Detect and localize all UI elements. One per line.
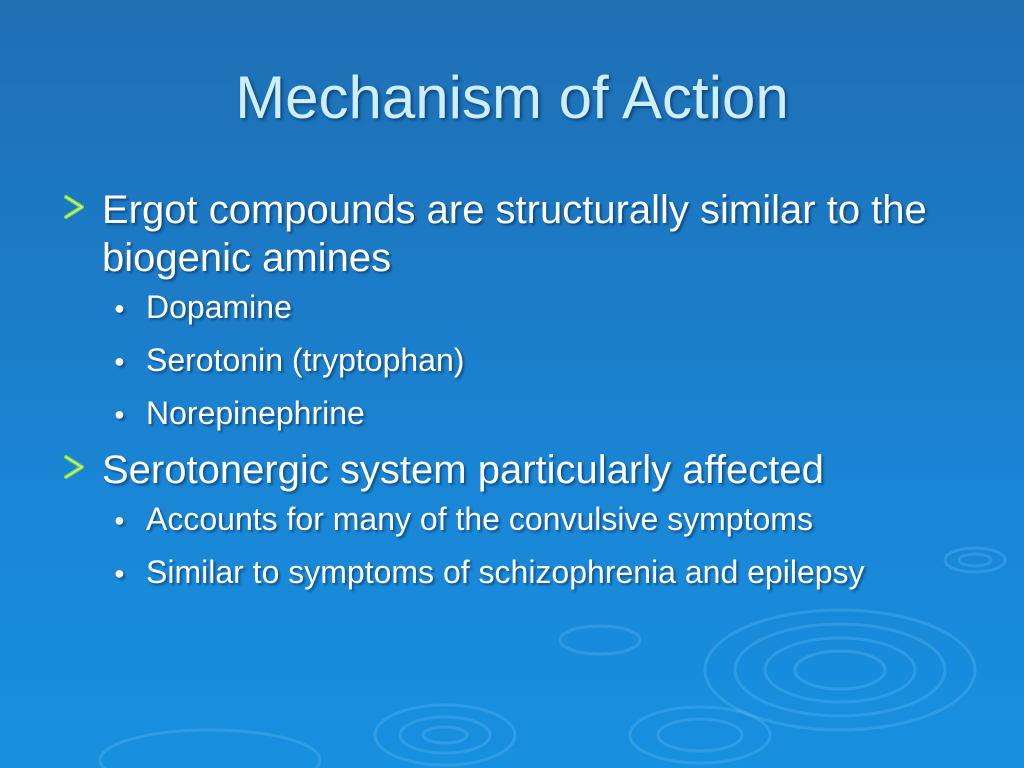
bullet-text: Accounts for many of the convulsive symptoms bbox=[146, 501, 813, 537]
bullet-text: Similar to symptoms of schizophrenia and epilepsy bbox=[146, 554, 865, 590]
arrow-right-icon bbox=[62, 452, 88, 482]
bullet-text: Serotonergic system particularly affected bbox=[102, 448, 824, 492]
arrow-right-icon bbox=[62, 192, 88, 222]
dot-icon: ● bbox=[114, 563, 125, 583]
bullet-level2 bbox=[114, 340, 982, 381]
slide-title: Mechanism of Action bbox=[235, 64, 789, 131]
bullet-text: Dopamine bbox=[146, 289, 292, 325]
dot-icon: ● bbox=[114, 510, 125, 530]
bullet-text: Ergot compounds are structurally similar to the biogenic amines bbox=[102, 188, 927, 280]
bullet-level2 bbox=[114, 287, 982, 328]
dot-icon: ● bbox=[114, 351, 125, 371]
bullet-text: Norepinephrine bbox=[146, 395, 365, 431]
bullet-level1 bbox=[62, 186, 982, 282]
bullet-level2 bbox=[114, 499, 982, 540]
bullet-text: Serotonin (tryptophan) bbox=[146, 342, 465, 378]
dot-icon: ● bbox=[114, 404, 125, 424]
dot-icon: ● bbox=[114, 298, 125, 318]
slide-body bbox=[62, 186, 982, 593]
bullet-level2 bbox=[114, 552, 982, 593]
bullet-level1 bbox=[62, 446, 982, 494]
bullet-level2 bbox=[114, 393, 982, 434]
